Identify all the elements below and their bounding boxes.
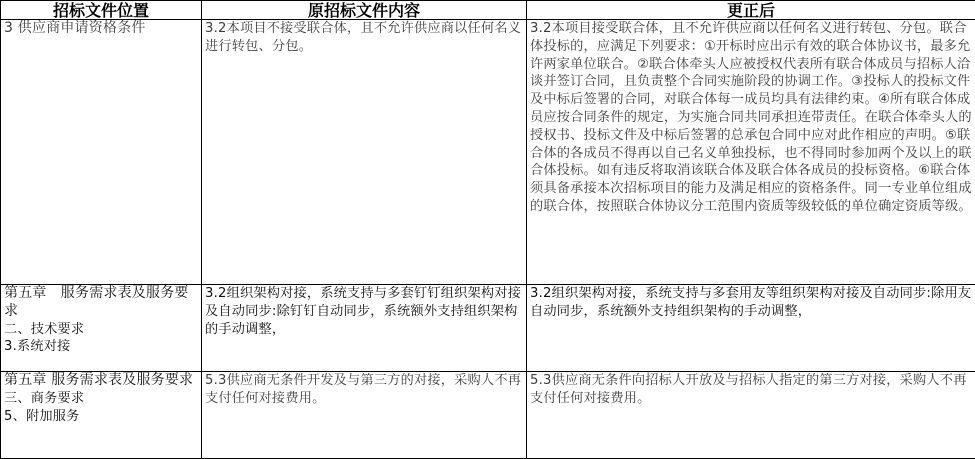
row-1-original: 3.2本项目不接受联合体，且不允许供应商以任何名义进行转包、分包。 bbox=[202, 20, 527, 285]
header-original-content: 原招标文件内容 bbox=[202, 1, 527, 20]
row-2-original: 3.2组织架构对接，系统支持与多套钉钉组织架构对接及自动同步:除钉钉自动同步，系统额外支持组织架构的手动调整， bbox=[202, 285, 527, 372]
location-line: 二、技术要求 bbox=[4, 321, 199, 339]
table-row bbox=[1, 285, 975, 372]
location-line: 3 供应商申请资格条件 bbox=[4, 20, 199, 38]
header-location: 招标文件位置 bbox=[1, 1, 202, 20]
row-3-original: 5.3供应商无条件开发及与第三方的对接，采购人不再支付任何对接费用。 bbox=[202, 372, 527, 459]
location-line: 3.系统对接 bbox=[4, 338, 199, 356]
location-line: 三、商务要求 bbox=[4, 390, 199, 408]
table-row bbox=[1, 372, 975, 459]
header-corrected-content: 更正后 bbox=[527, 1, 975, 20]
row-1-corrected: 3.2本项目接受联合体，且不允许供应商以任何名义进行转包、分包。联合体投标的，应满足下列要求：①开标时应出示有效的联合体协议书，最多允许两家单位联合。②联合体牵头人应被授权代表所有联合体成员与招标人洽谈并签订合同，且负责整个合同实施阶段的协调工作。③投标人的投标文件及中标后签署的合同，对联合体每一成员均具有法律约束。④所有联合体成员应按合同条件的规定，为实施合同共同承担连带责任。在联合体牵头人的授权书、投标文件及中标后签署的总承包合同中应对此作相应的声明。⑤联合体的各成员不得再以自己名义单独投标，也不得同时参加两个及以上的联合体投标。如有违反将取消该联合体及联合体各成员的投标资格。⑥联合体须具备承接本次招标项目的能力及满足相应的资格条件。同一专业单位组成的联合体，按照联合体协议分工范围内资质等级较低的单位确定资质等级。 bbox=[527, 20, 975, 285]
row-2-corrected: 3.2组织架构对接，系统支持与多套用友等组织架构对接及自动同步:除用友自动同步，系统额外支持组织架构的手动调整， bbox=[527, 285, 975, 372]
row-2-location bbox=[1, 285, 202, 372]
row-1-location bbox=[1, 20, 202, 285]
location-line: 5、附加服务 bbox=[4, 408, 199, 426]
table-row bbox=[1, 20, 975, 285]
row-3-corrected: 5.3供应商无条件向招标人开放及与招标人指定的第三方对接，采购人不再支付任何对接费用。 bbox=[527, 372, 975, 459]
location-line: 第五章 服务需求表及服务要求 bbox=[4, 285, 199, 321]
header-row bbox=[1, 1, 975, 20]
row-3-location bbox=[1, 372, 202, 459]
location-line: 第五章 服务需求表及服务要求 bbox=[4, 372, 199, 390]
